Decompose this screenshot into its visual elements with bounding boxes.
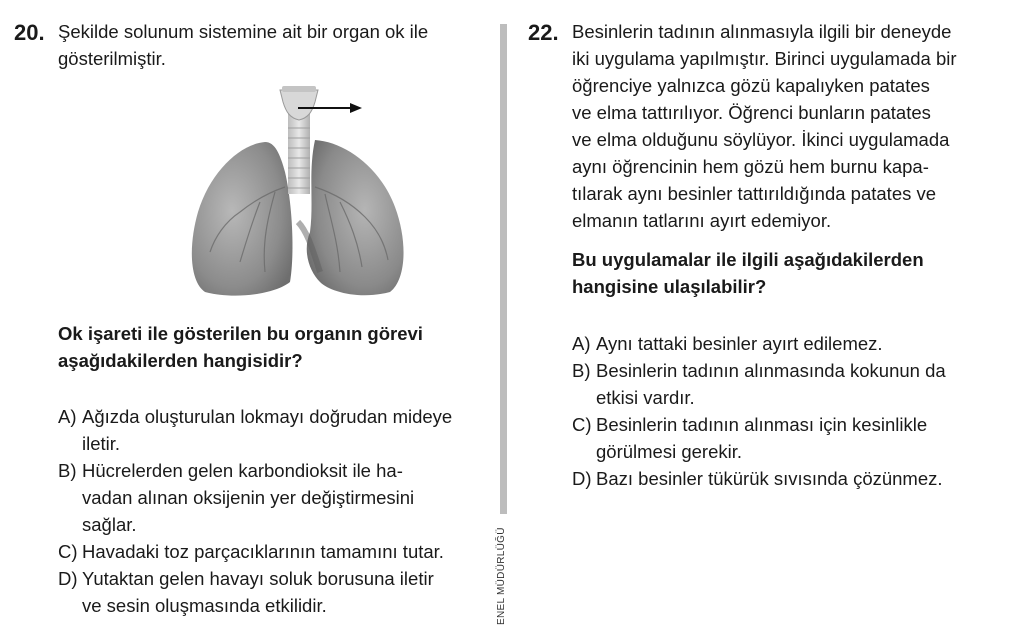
option-text: Havadaki toz parçacıklarının tamamını tutar.	[82, 541, 444, 562]
option-text: Hücrelerden gelen karbondioksit ile ha-	[82, 460, 403, 481]
option-letter: C)	[572, 414, 592, 435]
option-letter: C)	[58, 541, 78, 562]
option-text: ve sesin oluşmasında etkilidir.	[82, 595, 327, 616]
option-text: Yutaktan gelen havayı soluk borusuna iletir	[82, 568, 434, 589]
question-20-stem	[58, 18, 428, 72]
option-d[interactable]	[58, 565, 452, 619]
stem-line: gösterilmiştir.	[58, 48, 166, 69]
question-22-options	[572, 330, 946, 492]
question-22-stem	[572, 18, 957, 234]
option-text: iletir.	[82, 433, 121, 454]
option-letter: D)	[58, 568, 78, 589]
option-text: Ağızda oluşturulan lokmayı doğrudan mideye	[82, 406, 453, 427]
question-number-20: 20.	[14, 20, 45, 45]
stem-line: ve elma tattırılıyor. Öğrenci bunların patates	[572, 102, 931, 123]
prompt-line: Ok işareti ile gösterilen bu organın görevi	[58, 323, 423, 344]
stem-line: ve elma olduğunu söylüyor. İkinci uygulamada	[572, 129, 950, 150]
option-letter: A)	[58, 406, 77, 427]
stem-line: tılarak aynı besinler tattırıldığında patates ve	[572, 183, 937, 204]
right-lung	[307, 140, 404, 295]
option-text: Besinlerin tadının alınmasında kokunun da	[596, 360, 946, 381]
option-c[interactable]	[58, 538, 452, 565]
trachea	[288, 114, 310, 194]
question-20-prompt	[58, 320, 423, 374]
option-letter: B)	[572, 360, 591, 381]
prompt-line: Bu uygulamalar ile ilgili aşağıdakilerden	[572, 249, 924, 270]
option-text: Besinlerin tadının alınması için kesinlikle	[596, 414, 928, 435]
larynx	[280, 90, 318, 120]
option-letter: B)	[58, 460, 77, 481]
option-d[interactable]	[572, 465, 946, 492]
option-a[interactable]	[572, 330, 946, 357]
question-number-22: 22.	[528, 20, 559, 45]
lungs-illustration	[180, 82, 420, 302]
stem-line: aynı öğrencinin hem gözü hem burnu kapa-	[572, 156, 929, 177]
option-text: etkisi vardır.	[596, 387, 695, 408]
column-divider	[500, 24, 507, 514]
option-text: Bazı besinler tükürük sıvısında çözünmez.	[596, 468, 943, 489]
option-text: sağlar.	[82, 514, 137, 535]
option-text: Aynı tattaki besinler ayırt edilemez.	[596, 333, 883, 354]
option-letter: A)	[572, 333, 591, 354]
stem-line: öğrenciye yalnızca gözü kapalıyken patates	[572, 75, 930, 96]
option-c[interactable]	[572, 411, 946, 465]
stem-line: Şekilde solunum sistemine ait bir organ ok ile	[58, 21, 429, 42]
prompt-line: hangisine ulaşılabilir?	[572, 276, 767, 297]
stem-line: Besinlerin tadının alınmasıyla ilgili bir deneyde	[572, 21, 952, 42]
option-text: vadan alınan oksijenin yer değiştirmesini	[82, 487, 415, 508]
question-22-prompt	[572, 246, 924, 300]
option-text: görülmesi gerekir.	[596, 441, 743, 462]
arrow-head	[350, 103, 362, 113]
stem-line: elmanın tatlarını ayırt edemiyor.	[572, 210, 832, 231]
option-a[interactable]	[58, 403, 452, 457]
prompt-line: aşağıdakilerden hangisidir?	[58, 350, 303, 371]
question-20-options	[58, 403, 452, 619]
option-b[interactable]	[572, 357, 946, 411]
stem-line: iki uygulama yapılmıştır. Birinci uygulamada bir	[572, 48, 957, 69]
option-letter: D)	[572, 468, 592, 489]
margin-caption: ENEL MÜDÜRLÜĞÜ	[496, 527, 507, 625]
option-b[interactable]	[58, 457, 452, 538]
left-lung	[192, 142, 293, 296]
